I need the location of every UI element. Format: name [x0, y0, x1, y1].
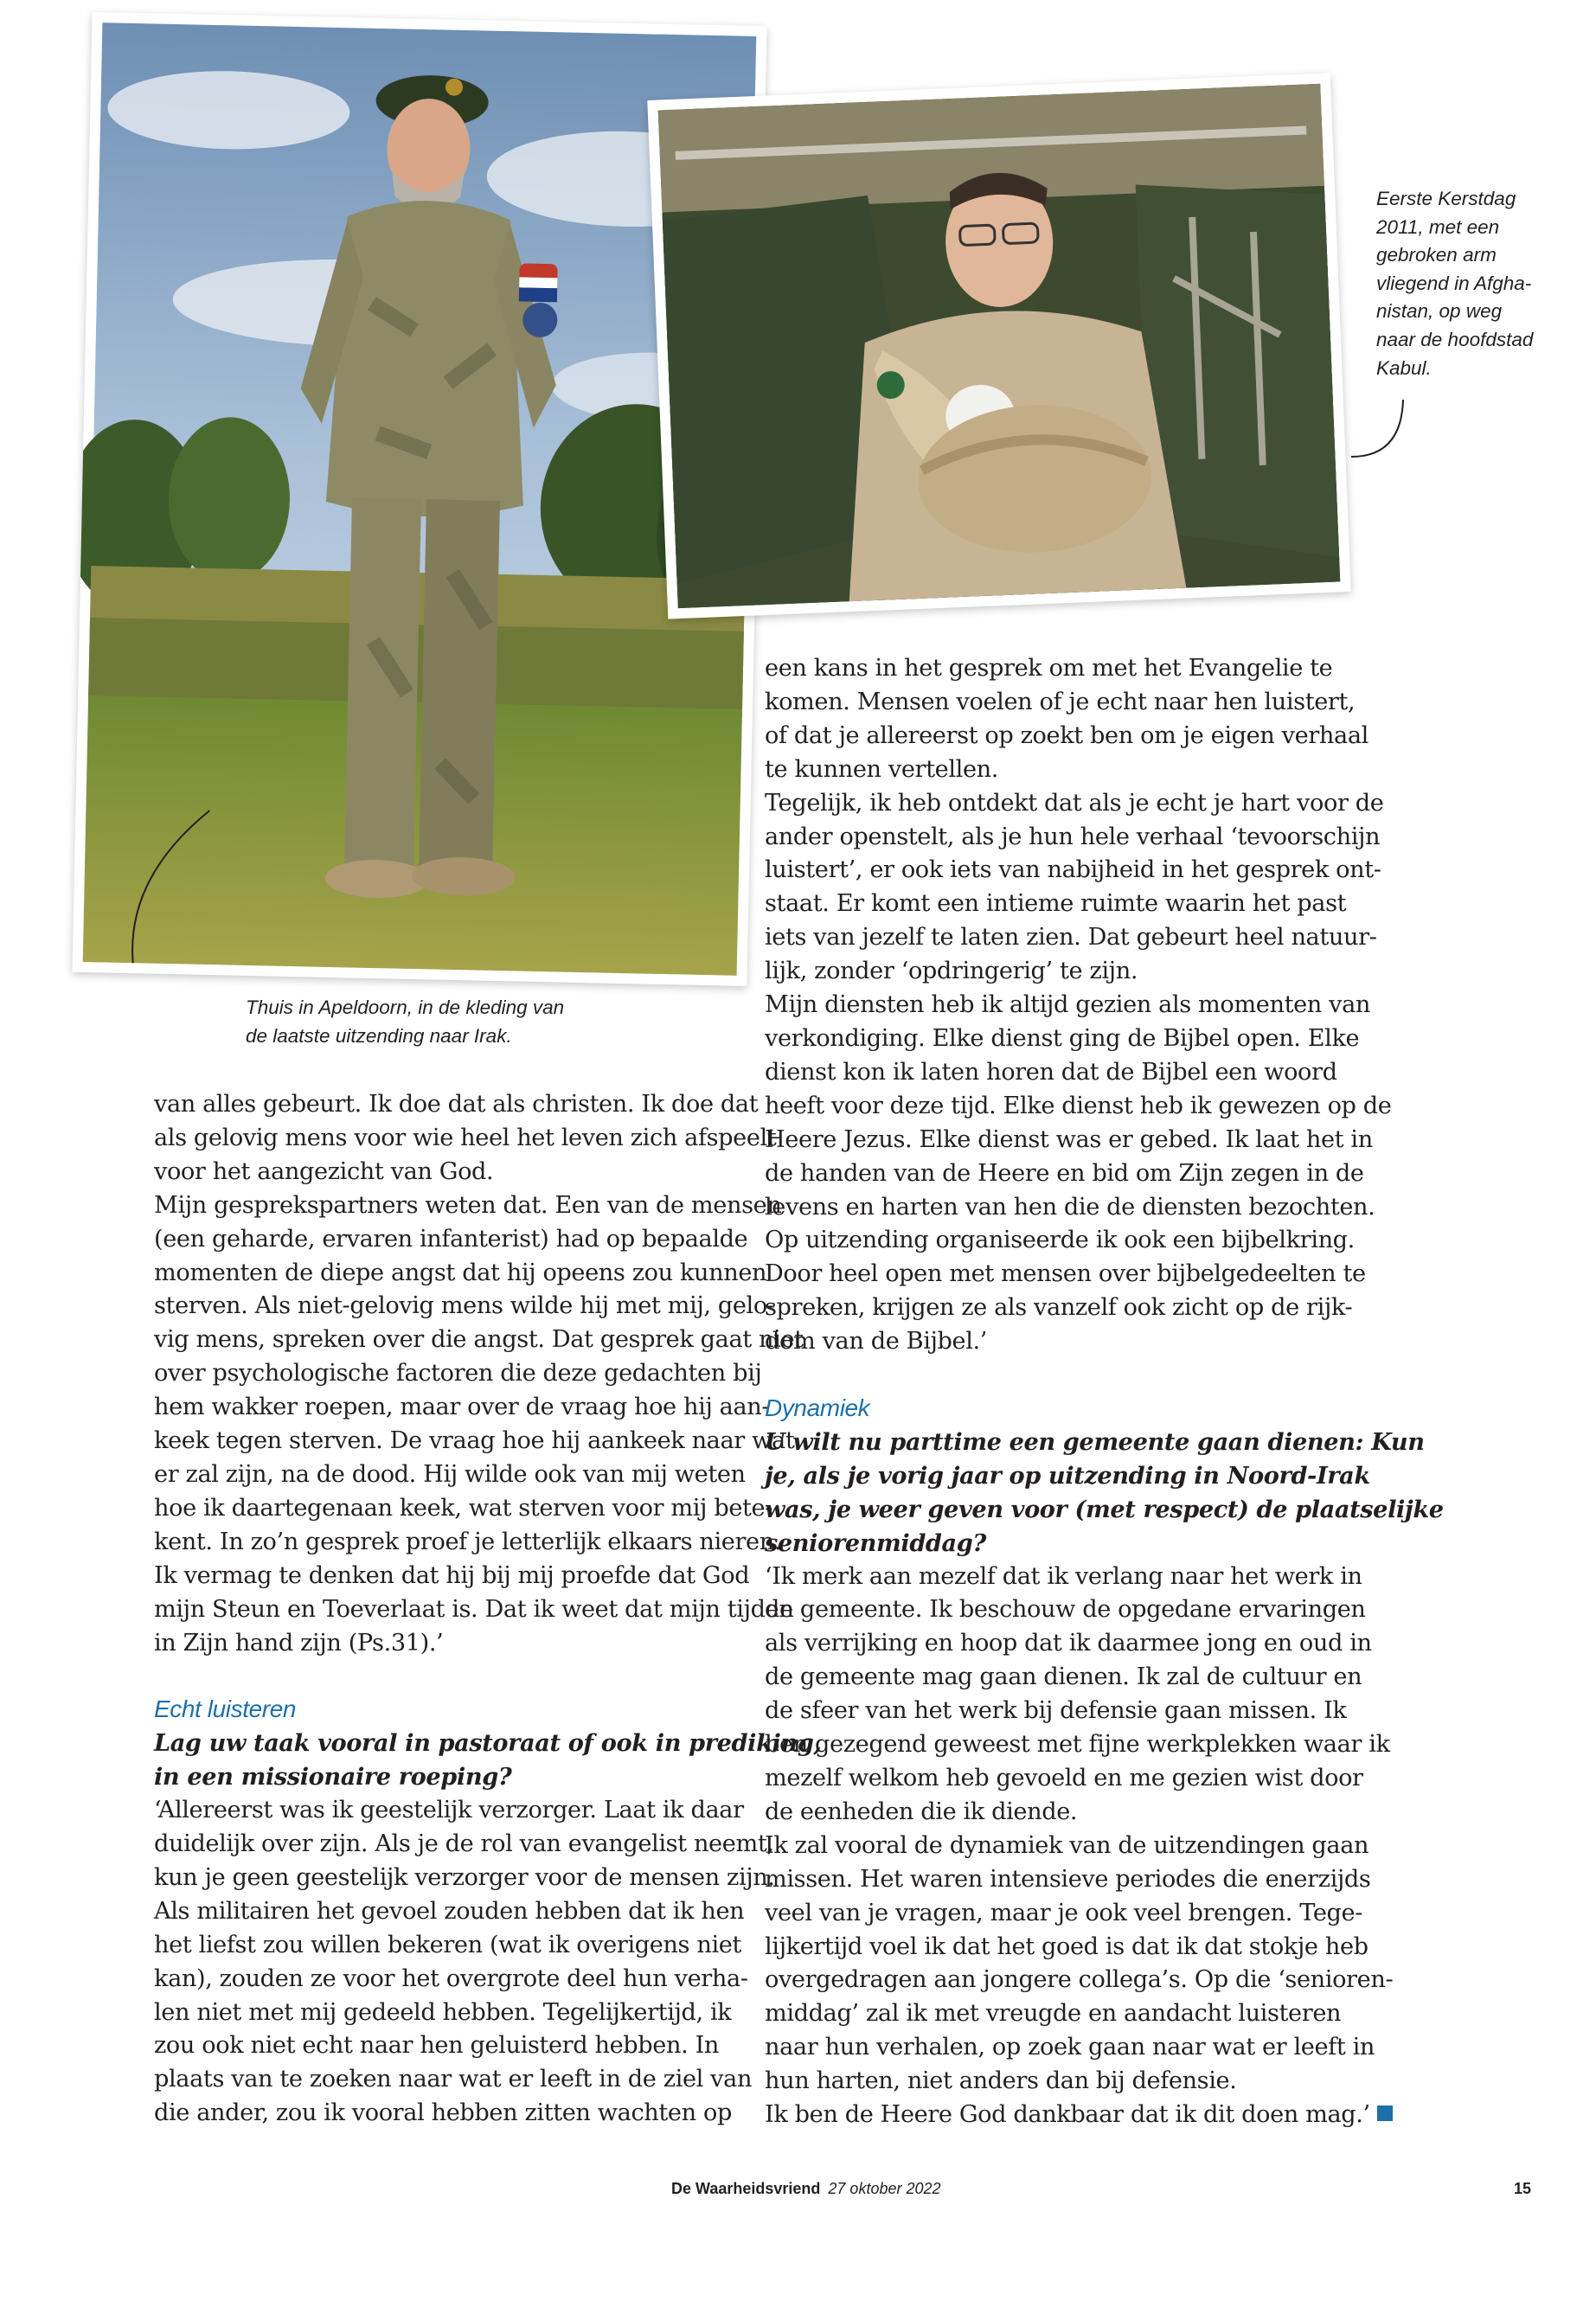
text-line: Op uitzending organiseerde ik ook een bijbelkring.: [765, 1227, 1355, 1254]
text-line: sterven. Als niet-gelovig mens wilde hij met mij, gelo-: [154, 1292, 775, 1320]
text-line: spreken, krijgen ze als vanzelf ook zicht op de rijk-: [765, 1294, 1353, 1322]
text-line: len niet met mij gedeeld hebben. Tegelijkertijd, ik: [154, 1998, 732, 2026]
text-line: kent. In zo’n gesprek proef je letterlijk elkaars nieren.: [154, 1528, 782, 1555]
text-line: veel van je vragen, maar je ook veel brengen. Tege-: [765, 1899, 1363, 1926]
text-line: hem wakker roepen, maar over de vraag hoe hij aan-: [154, 1394, 770, 1421]
text-line: was, je weer geven voor (met respect) de plaatselijke: [765, 1495, 1444, 1523]
text-line: vig mens, spreken over die angst. Dat gesprek gaat niet: [154, 1326, 804, 1354]
text-line: te kunnen vertellen.: [765, 755, 998, 783]
caption-line: Kabul.: [1376, 356, 1432, 379]
footer-magazine-name: De Waarheidsvriend: [671, 2180, 821, 2197]
text-line: Ik ben de Heere God dankbaar dat ik dit doen mag.’: [765, 2099, 1388, 2132]
text-line: of dat je allereerst op zoekt ben om je eigen verhaal: [765, 721, 1368, 749]
text-line: de sfeer van het werk bij defensie gaan missen. Ik: [765, 1697, 1347, 1725]
text-line: een kans in het gesprek om met het Evangelie te: [765, 655, 1333, 682]
text-line: ben gezegend geweest met fijne werkplekken waar ik: [765, 1731, 1390, 1759]
caption-line: gebroken arm: [1376, 244, 1497, 266]
interview-answer: [765, 1561, 1394, 2132]
interview-question: [765, 1426, 1444, 1561]
text-line: naar hun verhalen, op zoek gaan naar wat er leeft in: [765, 2034, 1375, 2061]
text-line: keek tegen sterven. De vraag hoe hij aankeek naar wat: [154, 1427, 795, 1455]
text-line: momenten de diepe angst dat hij opeens zou kunnen: [154, 1259, 767, 1286]
text-line: (een geharde, ervaren infanterist) had op bepaalde: [154, 1225, 748, 1253]
text-line: komen. Mensen voelen of je echt naar hen luistert,: [765, 688, 1356, 715]
caption-line: 2011, met een: [1376, 215, 1500, 238]
text-line: kun je geen geestelijk verzorger voor de mensen zijn.: [154, 1863, 775, 1891]
footer-date: 27 oktober 2022: [828, 2180, 941, 2197]
text-line: hoe ik daartegenaan keek, wat sterven voor mij bete-: [154, 1494, 773, 1522]
text-line: als verrijking en hoop dat ik daarmee jong en oud in: [765, 1630, 1372, 1657]
text-line: ‘Ik merk aan mezelf dat ik verlang naar het werk in: [765, 1562, 1362, 1590]
article-paragraph-block: [154, 1088, 804, 1660]
caption-line: Eerste Kerstdag: [1376, 188, 1516, 209]
text-line: Lag uw taak vooral in pastoraat of ook in prediking,: [154, 1729, 822, 1758]
article-column-right: [765, 652, 1444, 2132]
text-line: Door heel open met mensen over bijbelgedeelten te: [765, 1260, 1366, 1288]
text-line: verkondiging. Elke dienst ging de Bijbel open. Elke: [765, 1024, 1360, 1052]
text-line: in Zijn hand zijn (Ps.31).’: [154, 1629, 444, 1657]
text-line: mijn Steun en Toeverlaat is. Dat ik weet dat mijn tijden: [154, 1595, 794, 1623]
section-heading-echt-luisteren: Echt luisteren: [154, 1695, 297, 1723]
text-line: seniorenmiddag?: [765, 1529, 986, 1557]
text-line: Ik vermag te denken dat hij bij mij proefde dat God: [154, 1561, 750, 1589]
text-line: voor het aangezicht van God.: [154, 1157, 494, 1185]
text-line: het liefst zou willen bekeren (wat ik overigens niet: [154, 1931, 741, 1958]
caption-line: nistan, op weg: [1376, 300, 1503, 323]
text-line: de eenheden die ik diende.: [765, 1798, 1078, 1825]
text-line: die ander, zou ik vooral hebben zitten wachten op: [154, 2099, 732, 2127]
text-line: dienst kon ik laten horen dat de Bijbel een woord: [765, 1058, 1337, 1086]
text-line: plaats van te zoeken naar wat er leeft in de ziel van: [154, 2066, 753, 2093]
section-heading-dynamiek: Dynamiek: [765, 1394, 870, 1422]
text-line: hun harten, niet anders dan bij defensie.: [765, 2067, 1237, 2095]
text-line: lijkertijd voel ik dat het goed is dat ik dat stokje heb: [765, 1932, 1368, 1960]
caption-left-photo: [246, 993, 564, 1050]
caption-line: naar de hoofdstad: [1376, 328, 1534, 350]
text-line: duidelijk over zijn. Als je de rol van evangelist neemt,: [154, 1830, 774, 1858]
text-line: Heere Jezus. Elke dienst was er gebed. Ik laat het in: [765, 1125, 1373, 1153]
text-line: luistert’, er ook iets van nabijheid in het gesprek ont-: [765, 856, 1381, 884]
text-line: staat. Er komt een intieme ruimte waarin het past: [765, 890, 1347, 918]
text-line: overgedragen aan jongere collega’s. Op die ‘senioren-: [765, 1966, 1394, 1994]
text-line: iets van jezelf te laten zien. Dat gebeurt heel natuur-: [765, 924, 1377, 952]
text-line: Mijn gesprekspartners weten dat. Een van de mensen: [154, 1191, 782, 1219]
text-line: als gelovig mens voor wie heel het leven zich afspeelt: [154, 1124, 777, 1151]
text-line: je, als je vorig jaar op uitzending in Noord-Irak: [765, 1461, 1370, 1490]
text-line: missen. Het waren intensieve periodes die enerzijds: [765, 1865, 1371, 1893]
text-line: levens en harten van hen die de diensten bezochten.: [765, 1193, 1375, 1221]
text-line: van alles gebeurt. Ik doe dat als christen. Ik doe dat: [154, 1091, 759, 1118]
text-line: over psychologische factoren die deze gedachten bij: [154, 1360, 762, 1388]
interview-answer: [154, 1794, 775, 2131]
text-line: Tegelijk, ik heb ontdekt dat als je echt je hart voor de: [765, 789, 1384, 817]
page-number: 15: [1514, 2180, 1532, 2197]
text-line: U wilt nu parttime een gemeente gaan dienen: Kun: [765, 1427, 1425, 1456]
text-line: in een missionaire roeping?: [154, 1763, 512, 1791]
footer: [671, 2180, 941, 2198]
article-paragraph-block: [765, 652, 1392, 1359]
photo-soldier-helicopter: [647, 73, 1350, 619]
text-line: Ik zal vooral de dynamiek van de uitzendingen gaan: [765, 1831, 1369, 1859]
text-line: Mijn diensten heb ik altijd gezien als momenten van: [765, 991, 1371, 1019]
text-line: middag’ zal ik met vreugde en aandacht luisteren: [765, 2000, 1342, 2028]
caption-line: Thuis in Apeldoorn, in de kleding van: [246, 997, 565, 1018]
caption-line: vliegend in Afgha-: [1376, 272, 1532, 294]
text-line: er zal zijn, na de dood. Hij wilde ook van mij weten: [154, 1460, 746, 1488]
text-line: de gemeente. Ik beschouw de opgedane ervaringen: [765, 1596, 1366, 1624]
text-line: de handen van de Heere en bid om Zijn zegen in de: [765, 1159, 1364, 1187]
text-line: kan), zouden ze voor het overgrote deel hun verha-: [154, 1965, 748, 1992]
text-line: ‘Allereerst was ik geestelijk verzorger. Laat ik daar: [154, 1797, 744, 1824]
caption-line: de laatste uitzending naar Irak.: [246, 1025, 512, 1047]
photo-soldier-helicopter-image: [647, 73, 1350, 619]
text-line: de gemeente mag gaan dienen. Ik zal de cultuur en: [765, 1663, 1362, 1691]
caption-right-photo: [1376, 185, 1533, 382]
end-of-article-mark: [1377, 2106, 1393, 2121]
caption-leader-line: [1349, 398, 1419, 458]
text-line: lijk, zonder ‘opdringerig’ te zijn.: [765, 958, 1138, 985]
text-line: zou ook niet echt naar hen geluisterd hebben. In: [154, 2032, 720, 2060]
interview-question: [154, 1727, 822, 1794]
text-line: heeft voor deze tijd. Elke dienst heb ik gewezen op de: [765, 1092, 1392, 1119]
text-line: ander openstelt, als je hun hele verhaal ‘tevoorschijn: [765, 823, 1381, 850]
text-line: dom van de Bijbel.’: [765, 1328, 988, 1356]
text-line: Als militairen het gevoel zouden hebben dat ik hen: [154, 1897, 745, 1925]
text-line: mezelf welkom heb gevoeld en me gezien wist door: [765, 1765, 1363, 1791]
